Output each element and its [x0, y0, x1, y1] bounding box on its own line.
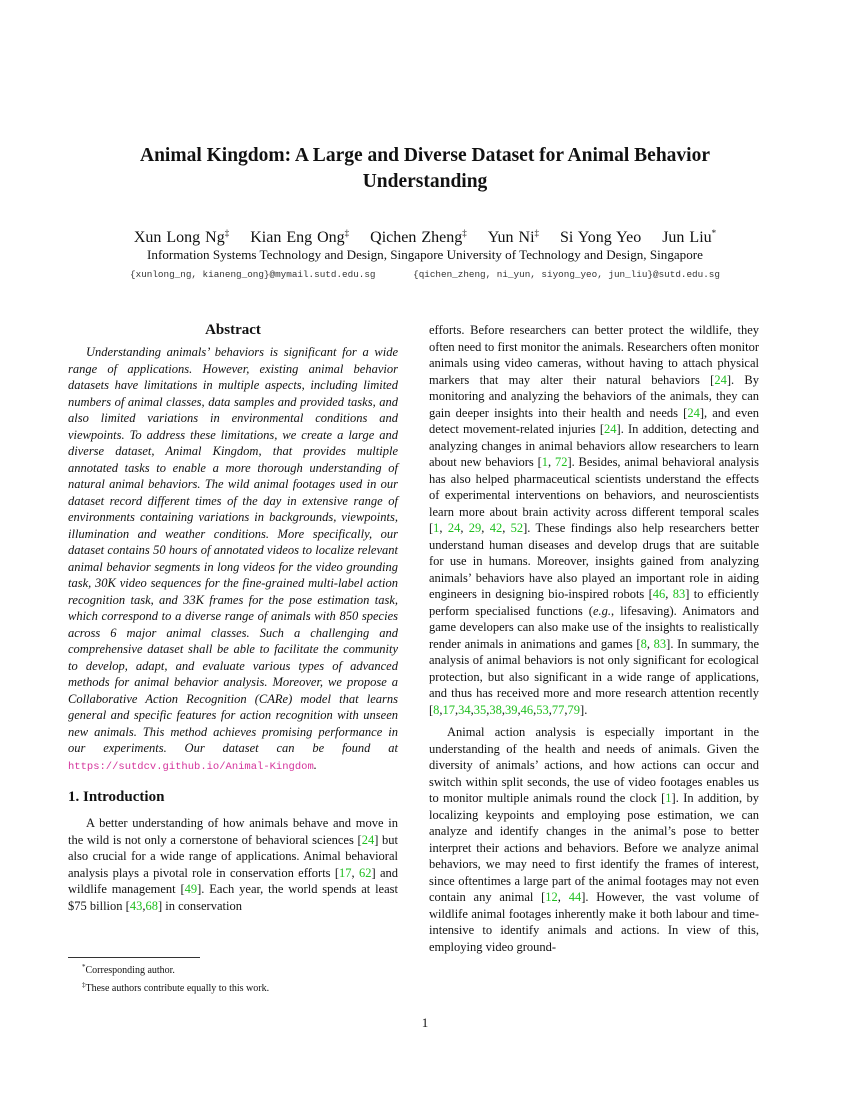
- citation-link[interactable]: 24: [604, 422, 617, 436]
- footnote-text: Corresponding author.: [85, 965, 175, 976]
- section-heading: 1. Introduction: [68, 789, 165, 805]
- citation-link[interactable]: 34: [458, 702, 471, 717]
- footnote-mark: *: [82, 963, 86, 971]
- paper-title: Animal Kingdom: A Large and Diverse Dataset for Animal Behavior Understanding: [139, 145, 710, 192]
- citation-link[interactable]: 49: [184, 882, 198, 896]
- footnotes: [68, 960, 398, 996]
- citation-link[interactable]: 24: [361, 832, 375, 847]
- email-group: {qichen_zheng, ni_yun, siyong_yeo, jun_liu}@sutd.edu.sg: [413, 269, 720, 280]
- citation-link[interactable]: 77: [551, 702, 565, 717]
- right-column: [429, 322, 759, 955]
- citation-link[interactable]: 35: [473, 702, 487, 717]
- footnote: [68, 960, 398, 978]
- email-group: {xunlong_ng, kianeng_ong}@mymail.sutd.edu.sg: [130, 269, 376, 280]
- citation-link[interactable]: 52: [510, 521, 524, 535]
- author-list: [60, 222, 790, 249]
- citation-link[interactable]: 83: [672, 587, 686, 601]
- citation-link[interactable]: 44: [568, 890, 582, 904]
- author-name: Qichen Zheng: [370, 229, 463, 246]
- citation-link[interactable]: 46: [652, 587, 666, 601]
- abstract-body: Understanding animals’ behaviors is significant for a wide range of applications. However, existing animal behavior datasets have limitations in multiple aspects, including limited numbers of animal classes, data samples and provided tasks, and also limited variations in environmental conditions and viewpoints. To address these limitations, we create a large and diverse dataset, Animal Kingdom, that provides multiple annotated tasks to enable a more thorough understanding of natural animal behaviors. The wild animal footages used in our dataset record different times of the day in extensive range of environments containing variations in backgrounds, viewpoints, illumination and weather conditions. More specifically, our dataset contains 50 hours of annotated videos to localize relevant animal behavior segments in long videos for the video grounding task, 30K video sequences for the fine-grained multi-label action recognition task, and 33K frames for the pose estimation task, which correspond to a diverse range of animals with 850 species across 6 major animal classes. Such a challenging and comprehensive dataset shall be able to facilitate the community to develop, adapt, and evaluate various types of advanced methods for animal behavior analysis. Moreover, we propose a Collaborative Action Recognition (CARe) model that learns general and specific features for action recognition with unseen new animals. This method achieves promising performance in our experiments. Our dataset can be found at: [68, 345, 398, 755]
- citation-link[interactable]: 24: [447, 521, 461, 535]
- author-name: Si Yong Yeo: [560, 229, 642, 246]
- citation-link[interactable]: 12: [545, 890, 558, 904]
- author: [370, 229, 467, 246]
- italic-text: e.g.: [592, 603, 611, 618]
- citation-link[interactable]: 1: [541, 455, 549, 469]
- citation-link[interactable]: 43: [129, 898, 143, 913]
- page-number: 1: [421, 1015, 429, 1030]
- author: [250, 229, 349, 246]
- author-name: Kian Eng Ong: [250, 229, 345, 246]
- author-name: Jun Liu: [662, 229, 712, 246]
- citation-link[interactable]: 24: [714, 372, 727, 387]
- author-mark: ‡: [462, 228, 467, 238]
- affiliation: Information Systems Technology and Design, Singapore University of Technology and Design, Singapore: [147, 247, 703, 262]
- author-mark: ‡: [344, 228, 350, 238]
- author: [134, 229, 229, 246]
- author: [488, 229, 539, 246]
- citation-link[interactable]: 1: [665, 791, 672, 805]
- author-name: Xun Long Ng: [133, 229, 225, 246]
- author-mark: *: [711, 228, 717, 238]
- author-mark: ‡: [224, 228, 230, 238]
- citation-link[interactable]: 53: [536, 702, 549, 717]
- citation-link[interactable]: 46: [520, 702, 534, 717]
- footnote-mark: ‡: [82, 981, 86, 989]
- author-mark: ‡: [534, 228, 540, 238]
- author-emails: [40, 268, 810, 282]
- citation-link[interactable]: 42: [489, 521, 503, 535]
- citation-link[interactable]: 62: [358, 865, 372, 880]
- citation-link[interactable]: 83: [653, 636, 667, 651]
- citation-link[interactable]: 79: [567, 702, 581, 717]
- dataset-link[interactable]: https://sutdcv.github.io/Animal-Kingdom: [68, 760, 314, 773]
- citation-link[interactable]: 1: [433, 521, 440, 535]
- intro-paragraph: Animal action analysis is especially important in the understanding of the health and needs of animals. Given the diversity of animals’ actions, and how actions can occur and switch within split seconds, the use of video footages enables us to monitor multiple animals round the clock [1]. In addition, by localizing keypoints and employing pose estimation, we can analyze and identify changes in the animal’s pose to better interpret their actions and behaviors. Before we analyze animal behaviors, we may need to first identify the frames of interest, since oftentimes a large part of the animal footages may not even contain any animal [12, 44]. However, the vast volume of wildlife animal footages inherently make it both labour and time-intensive to identify animals and actions. In view of this, employing video ground-: [429, 725, 760, 954]
- abstract-end: .: [313, 757, 317, 772]
- citation-link[interactable]: 29: [468, 521, 482, 535]
- author-name: Yun Ni: [487, 229, 535, 246]
- footnote-rule: [68, 957, 200, 958]
- abstract-text: [68, 344, 398, 775]
- citation-link[interactable]: 8: [640, 636, 647, 651]
- intro-paragraph: efforts. Before researchers can better protect the wildlife, they often need to first monitor the animals. Researchers often monitor animals using video cameras, without having to attach physical markers that may alter their natural behaviors [24]. By monitoring and analyzing the behaviors of the animals, they can gain deeper insights into their health and needs [24], and even detect movement-related injuries [24]. In addition, detecting and analyzing changes in animal behaviors allow researchers to learn about new behaviors [1, 72]. Besides, animal behavioral analysis has also helped pharmaceutical scientists understand the effects of experimental interventions on behaviors, and neuroscientists learn more about brain activity across different temporal scales [1, 24, 29, 42, 52]. These findings also help researchers better understand human diseases and develop drugs that are suitable for use in humans. Moreover, insights gained from analyzing animals’ behaviors have also played an important role in aiding engineers in designing bio-inspired robots [46, 83] to efficiently perform specialised functions (e.g., lifesaving). Animators and game developers can also make use of the insights to realistically render animals in animations and games [8, 83]. In summary, the analysis of animal behaviors is not only significant for ecological protection, but also significant in a wide range of applications, and thus has received more and more research attention recently [8,17,34,35,38,39,46,53,77,79].: [429, 323, 760, 717]
- citation-link[interactable]: 68: [145, 898, 158, 913]
- citation-link[interactable]: 72: [554, 455, 568, 469]
- citation-link[interactable]: 17: [442, 702, 456, 717]
- citation-link[interactable]: 8: [433, 702, 440, 717]
- citation-link[interactable]: 38: [489, 702, 502, 717]
- abstract-heading: Abstract: [205, 322, 261, 338]
- intro-paragraph: A better understanding of how animals behave and move in the wild is not only a cornerstone of behavioral sciences [24] but also crucial for a wide range of applications. Animal behavioral analysis plays a pivotal role in conservation efforts [17, 62] and wildlife management [49]. Each year, the world spends at least $75 billion [43,68] in conservation: [68, 816, 399, 913]
- footnote: [68, 978, 398, 996]
- footnote-text: These authors contribute equally to this work.: [85, 983, 270, 994]
- left-column: [68, 320, 398, 914]
- citation-link[interactable]: 17: [339, 865, 352, 880]
- citation-link[interactable]: 24: [687, 405, 700, 420]
- author: [560, 229, 641, 246]
- author: [662, 229, 716, 246]
- citation-link[interactable]: 39: [505, 702, 518, 717]
